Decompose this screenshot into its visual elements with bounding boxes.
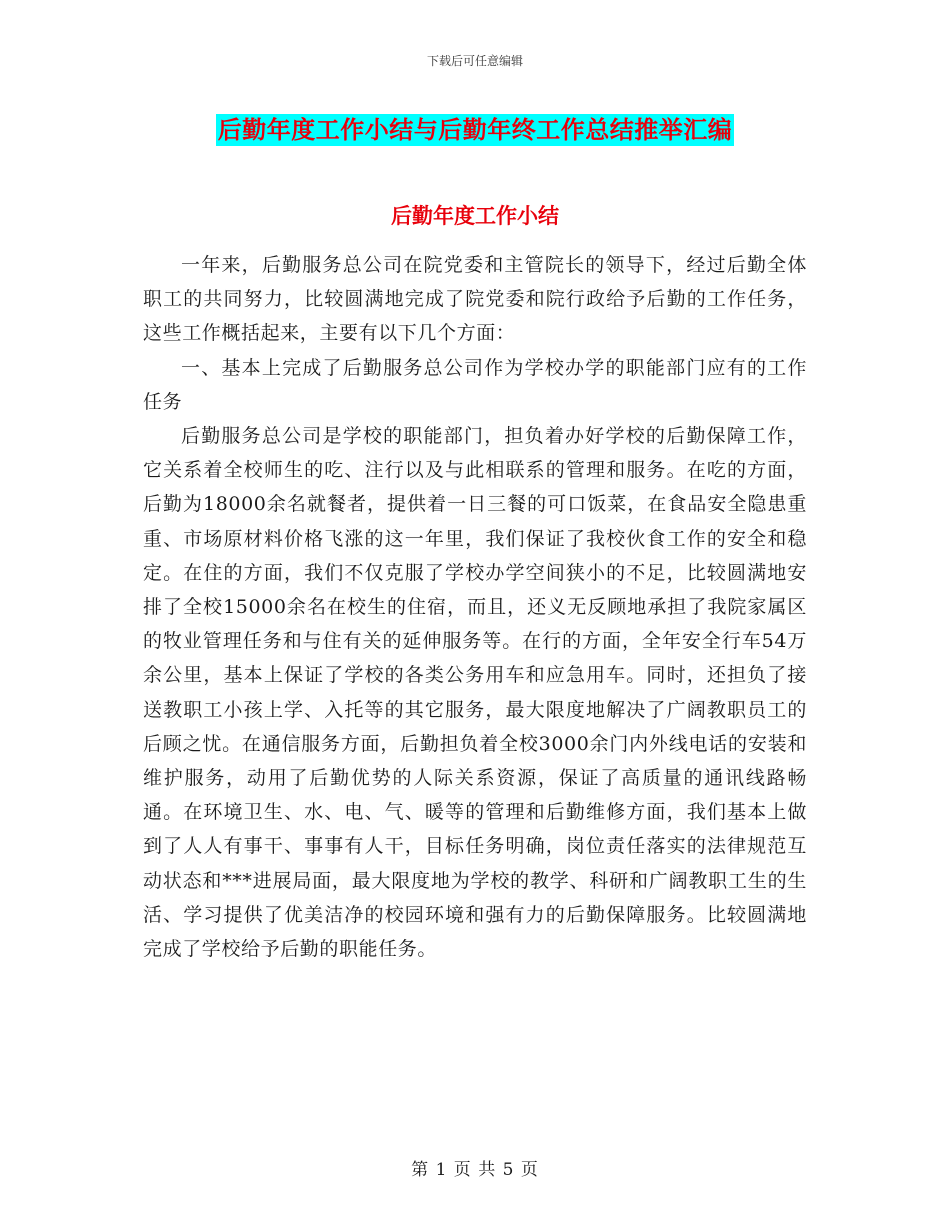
paragraph-intro: 一年来，后勤服务总公司在院党委和主管院长的领导下，经过后勤全体职工的共同努力，比较圆满地完成了院党委和院行政给予后勤的工作任务，这些工作概括起来，主要有以下几个方面： bbox=[143, 254, 807, 345]
main-title-container bbox=[0, 114, 950, 146]
header-note: 下载后可任意编辑 bbox=[426, 54, 523, 68]
document-body bbox=[143, 248, 807, 966]
main-title: 后勤年度工作小结与后勤年终工作总结推举汇编 bbox=[217, 116, 733, 144]
paragraph-details: 后勤服务总公司是学校的职能部门，担负着办好学校的后勤保障工作，它关系着全校师生的吃、注行以及与此相联系的管理和服务。在吃的方面，后勤为18000余名就餐者，提供着一日三餐的可口饭菜，在食品安全隐患重重、市场原材料价格飞涨的这一年里，我们保证了我校伙食工作的安全和稳定。在住的方面，我们不仅克服了学校办学空间狭小的不足，比较圆满地安排了全校15000余名在校生的住宿，而且，还义无反顾地承担了我院家属区的牧业管理任务和与住有关的延伸服务等。在行的方面，全年安全行车54万余公里，基本上保证了学校的各类公务用车和应急用车。同时，还担负了接送教职工小孩上学、入托等的其它服务，最大限度地解决了广阔教职员工的后顾之忧。在通信服务方面，后勤担负着全校3000余门内外线电话的安装和维护服务，动用了后勤优势的人际关系资源，保证了高质量的通讯线路畅通。在环境卫生、水、电、气、暖等的管理和后勤维修方面，我们基本上做到了人人有事干、事事有人干，目标任务明确，岗位责任落实的法律规范互动状态和***进展局面，最大限度地为学校的教学、科研和广阔教职工生的生活、学习提供了优美洁净的校园环境和强有力的后勤保障服务。比较圆满地完成了学校给予后勤的职能任务。 bbox=[143, 425, 807, 961]
page-footer: 第 1 页 共 5 页 bbox=[411, 1160, 539, 1180]
section-title: 后勤年度工作小结 bbox=[391, 204, 559, 228]
paragraph-heading-1: 一、基本上完成了后勤服务总公司作为学校办学的职能部门应有的工作任务 bbox=[143, 356, 807, 413]
